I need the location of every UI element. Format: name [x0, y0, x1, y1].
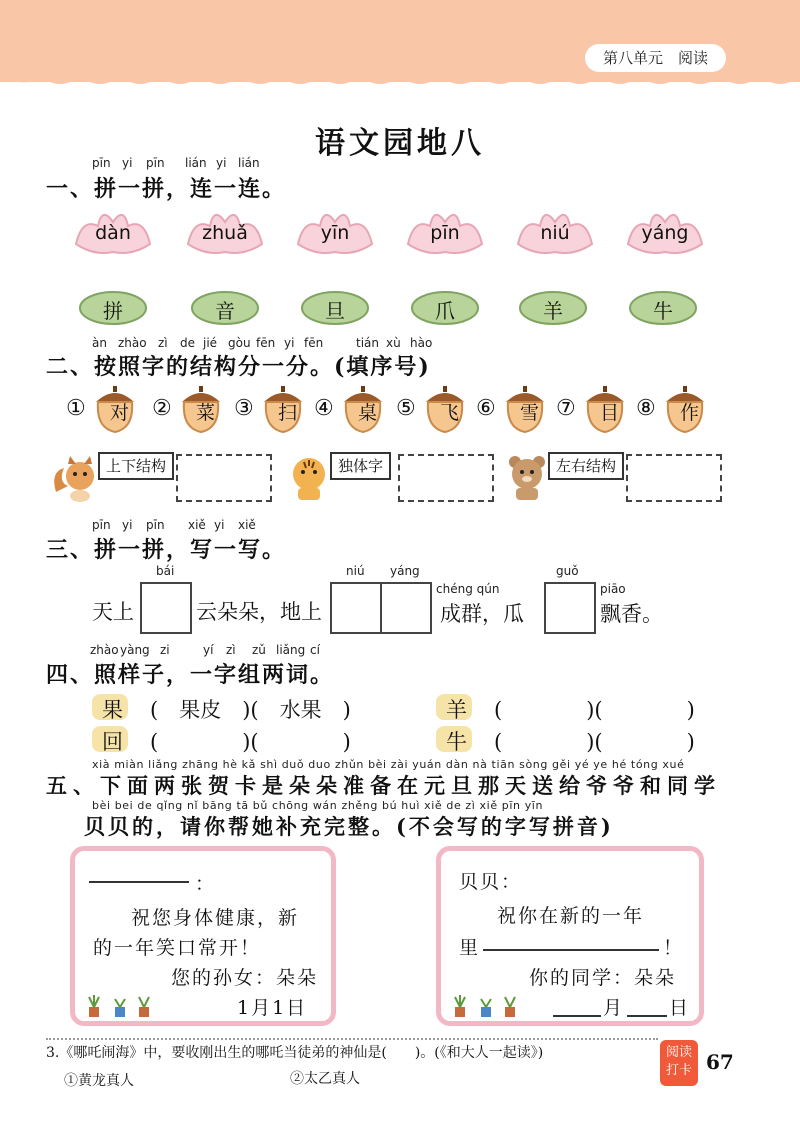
lotus-card[interactable] — [624, 204, 706, 258]
plants-icon — [85, 993, 155, 1019]
pinyin: pīn — [92, 518, 111, 532]
wavy-edge — [0, 68, 800, 96]
category-sign: 独体字 — [330, 452, 391, 480]
pinyin: guǒ — [556, 564, 579, 578]
item-number: ② — [152, 396, 172, 421]
pinyin-label: zhuǎ — [202, 222, 248, 244]
leaf-card[interactable] — [190, 290, 260, 326]
pinyin: gòu — [228, 336, 251, 350]
pinyin: bái — [156, 564, 175, 578]
answer-box[interactable] — [176, 454, 272, 502]
character: 拼 — [103, 299, 123, 323]
acorn-item[interactable] — [66, 384, 158, 434]
acorn-item[interactable] — [476, 384, 568, 434]
lotus-card[interactable] — [294, 204, 376, 258]
card-text: 月 — [603, 997, 625, 1019]
pinyin: zi — [160, 643, 170, 657]
pinyin: zǔ — [252, 643, 266, 657]
acorn-item[interactable] — [152, 384, 244, 434]
blank-line[interactable] — [89, 881, 189, 883]
pinyin: yáng — [390, 564, 420, 578]
pinyin-line: bèi bei de qǐng nǐ bāng tā bǔ chōng wán zhěng bú huì xiě de zì xiě pīn yīn — [92, 799, 544, 812]
lotus-card[interactable] — [514, 204, 596, 258]
pinyin: xiě — [188, 518, 206, 532]
footer-divider — [46, 1038, 658, 1040]
pinyin-label: yīn — [320, 222, 350, 244]
blank-line[interactable] — [483, 949, 659, 951]
sentence-text: 天上 — [92, 600, 134, 624]
item-number: ④ — [314, 396, 334, 421]
item-number: ⑤ — [396, 396, 416, 421]
word-blanks[interactable]: ( )( ) — [494, 730, 695, 754]
pinyin: yi — [284, 336, 295, 350]
pinyin: zhào — [90, 643, 119, 657]
character: 扫 — [278, 402, 298, 424]
character: 目 — [600, 402, 620, 424]
item-number: ③ — [234, 396, 254, 421]
card-text: 你的同学：朵朵 — [529, 967, 677, 989]
pinyin: zì — [226, 643, 236, 657]
section-5-subheading: 贝贝的，请你帮她补充完整。(不会写的字写拼音) — [84, 814, 614, 839]
pinyin: zhào — [118, 336, 147, 350]
lotus-card[interactable] — [72, 204, 154, 258]
pinyin-label: yáng — [641, 222, 689, 244]
character: 音 — [215, 299, 235, 323]
pinyin: tián — [356, 336, 379, 350]
card-text: 1月1日 — [237, 997, 308, 1019]
leaf-card[interactable] — [518, 290, 588, 326]
pinyin: piāo — [600, 582, 626, 596]
acorn-item[interactable] — [234, 384, 326, 434]
reading-checkin-badge[interactable] — [660, 1040, 698, 1086]
leaf-card[interactable] — [78, 290, 148, 326]
acorn-item[interactable] — [314, 384, 406, 434]
word-example: ( 果皮 )( 水果 ) — [150, 698, 351, 722]
pinyin: pīn — [146, 518, 165, 532]
item-number: ⑥ — [476, 396, 496, 421]
section-3-heading: 三、拼一拼，写一写。 — [46, 537, 287, 563]
character: 牛 — [653, 299, 673, 323]
character: 对 — [110, 402, 130, 424]
pinyin: fēn — [304, 336, 324, 350]
plants-icon — [451, 993, 521, 1019]
write-box[interactable] — [380, 582, 432, 634]
badge-line: 阅读 — [665, 1045, 692, 1060]
character: 旦 — [325, 299, 345, 323]
character: 飞 — [440, 402, 460, 424]
pinyin: fēn — [256, 336, 276, 350]
pinyin: yí — [203, 643, 214, 657]
pinyin: de — [180, 336, 195, 350]
write-box[interactable] — [140, 582, 192, 634]
leaf-card[interactable] — [628, 290, 698, 326]
header-banner — [0, 0, 800, 82]
pinyin: yi — [122, 518, 133, 532]
lotus-card[interactable] — [404, 204, 486, 258]
card-text: ！ — [663, 937, 685, 959]
page-title: 语文园地八 — [315, 126, 485, 161]
item-number: ⑦ — [556, 396, 576, 421]
pinyin-line: xià miàn liǎng zhāng hè kǎ shì duǒ duo zhǔn bèi zài yuán dàn nà tiān sòng gěi yé ye hé tóng xué — [92, 758, 685, 771]
pinyin-label: niú — [540, 222, 570, 244]
prompt-character: 牛 — [446, 730, 467, 754]
pinyin: yàng — [120, 643, 150, 657]
answer-box[interactable] — [398, 454, 494, 502]
pinyin: lián — [185, 156, 207, 170]
answer-box[interactable] — [626, 454, 722, 502]
item-number: ⑧ — [636, 396, 656, 421]
character: 爪 — [435, 299, 455, 323]
category-sign: 上下结构 — [98, 452, 174, 480]
unit-tag: 第八单元 阅读 — [585, 44, 726, 72]
badge-line: 打卡 — [665, 1063, 692, 1078]
pinyin: yi — [216, 156, 227, 170]
sentence-text: 飘香。 — [600, 602, 663, 626]
card-text: ： — [195, 873, 217, 895]
pinyin: yi — [214, 518, 225, 532]
page-number: 67 — [706, 1050, 734, 1074]
blank-line-day[interactable] — [627, 1015, 667, 1017]
character: 桌 — [358, 402, 378, 424]
write-box[interactable] — [544, 582, 596, 634]
pinyin: hào — [410, 336, 433, 350]
squirrel-icon — [50, 452, 100, 502]
write-box[interactable] — [330, 582, 382, 634]
pinyin: cí — [310, 643, 320, 657]
leaf-card[interactable] — [410, 290, 480, 326]
pinyin-label: pīn — [430, 222, 460, 244]
acorn-item[interactable] — [556, 384, 648, 434]
card-text: 的一年笑口常开！ — [93, 937, 262, 959]
blank-line-month[interactable] — [553, 1015, 601, 1017]
card-text: 里 — [459, 937, 481, 959]
section-4-heading: 四、照样子，一字组两词。 — [46, 662, 335, 688]
prompt-character: 羊 — [446, 698, 467, 722]
bear-icon — [502, 452, 552, 502]
pinyin-label: dàn — [95, 222, 131, 244]
section-1-heading: 一、拼一拼，连一连。 — [46, 176, 287, 202]
section-5-heading: 五、下面两张贺卡是朵朵准备在元旦那天送给爷爷和同学 — [46, 773, 721, 798]
card-text: 祝你在新的一年 — [497, 905, 645, 927]
word-blanks[interactable]: ( )( ) — [150, 730, 351, 754]
word-blanks[interactable]: ( )( ) — [494, 698, 695, 722]
character: 菜 — [196, 402, 216, 424]
pinyin: xiě — [238, 518, 256, 532]
greeting-card-beibei — [436, 846, 704, 1026]
prompt-character: 果 — [102, 698, 123, 722]
pinyin: liǎng — [276, 643, 306, 657]
option-2[interactable]: ②太乙真人 — [290, 1071, 360, 1087]
option-1[interactable]: ①黄龙真人 — [64, 1073, 134, 1089]
pinyin: àn — [92, 336, 107, 350]
greeting-card-grandpa — [70, 846, 336, 1026]
tiger-icon — [284, 452, 334, 502]
sentence-text: 成群，瓜 — [440, 602, 524, 626]
character: 羊 — [543, 299, 563, 323]
reading-question: 3.《哪吒闹海》中，要收刚出生的哪吒当徒弟的神仙是( )。(《和大人一起读》) — [46, 1045, 544, 1061]
pinyin: yi — [122, 156, 133, 170]
item-number: ① — [66, 396, 86, 421]
pinyin: pīn — [146, 156, 165, 170]
card-text: 贝贝： — [459, 871, 523, 893]
pinyin: pīn — [92, 156, 111, 170]
card-text: 您的孙女：朵朵 — [171, 967, 319, 989]
category-sign: 左右结构 — [548, 452, 624, 480]
section-2-heading: 二、按照字的结构分一分。(填序号) — [46, 354, 431, 380]
acorn-item[interactable] — [636, 384, 728, 434]
prompt-character: 回 — [102, 730, 123, 754]
leaf-card[interactable] — [300, 290, 370, 326]
pinyin: chéng qún — [436, 582, 500, 596]
character: 雪 — [520, 402, 540, 424]
card-text: 日 — [669, 997, 691, 1019]
pinyin: zì — [158, 336, 168, 350]
pinyin: niú — [346, 564, 365, 578]
acorn-item[interactable] — [396, 384, 488, 434]
pinyin: lián — [238, 156, 260, 170]
pinyin: xù — [386, 336, 401, 350]
sentence-text: 云朵朵，地上 — [196, 600, 322, 624]
lotus-card[interactable] — [184, 204, 266, 258]
pinyin: jié — [203, 336, 218, 350]
character: 作 — [680, 402, 700, 424]
card-text: 祝您身体健康，新 — [131, 907, 300, 929]
